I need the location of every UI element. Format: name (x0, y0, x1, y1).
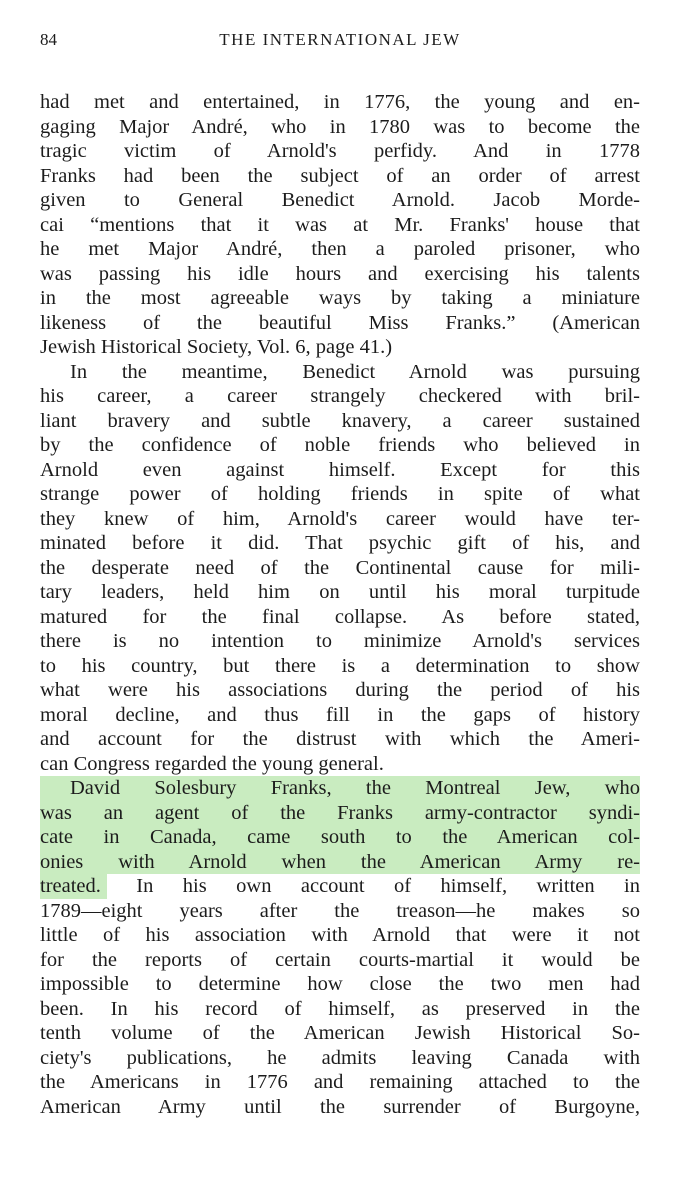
text-line: his career, a career strangely checkered with bril- (40, 385, 640, 407)
text-line: they knew of him, Arnold's career would have ter- (40, 507, 640, 530)
text-line: there is no intention to minimize Arnold's services (40, 630, 640, 652)
body-text (40, 90, 640, 1119)
text-line: minated before it did. That psychic gift of his, and (40, 532, 640, 554)
text-line: was passing his idle hours and exercising his talents (40, 262, 640, 285)
page-header (40, 30, 640, 54)
text-line: likeness of the beautiful Miss Franks.” (American (40, 311, 640, 334)
text-line: what were his associations during the period of his (40, 679, 640, 701)
paragraph-3 (40, 776, 640, 1119)
running-title: THE INTERNATIONAL JEW (219, 30, 461, 49)
text-line: liant bravery and subtle knavery, a career sustained (40, 409, 640, 432)
page-number: 84 (40, 30, 57, 49)
highlighted-text-line: cate in Canada, came south to the American col- (40, 826, 640, 848)
text-line: the desperate need of the Continental cause for mili- (40, 556, 640, 579)
text-fragment: In his own account of himself, written in (106, 875, 640, 897)
paragraph-1 (40, 90, 640, 360)
paragraph-2 (40, 360, 640, 777)
text-line: little of his association with Arnold that were it not (40, 924, 640, 946)
text-line: tenth volume of the American Jewish Historical So- (40, 1022, 640, 1044)
text-line: to his country, but there is a determination to show (40, 654, 640, 677)
text-line: matured for the final collapse. As before stated, (40, 605, 640, 628)
text-line: 1789—eight years after the treason—he makes so (40, 899, 640, 922)
text-line: the Americans in 1776 and remaining attached to the (40, 1071, 640, 1093)
text-line: given to General Benedict Arnold. Jacob Morde- (40, 189, 640, 211)
text-line: tary leaders, held him on until his moral turpitude (40, 581, 640, 603)
text-line: been. In his record of himself, as preserved in the (40, 997, 640, 1020)
text-line (40, 874, 640, 899)
highlighted-text-line: was an agent of the Franks army-contractor syndi- (40, 801, 640, 824)
text-line: strange power of holding friends in spite of what (40, 483, 640, 505)
text-line: gaging Major André, who in 1780 was to become the (40, 115, 640, 138)
text-line: can Congress regarded the young general. (40, 752, 384, 775)
text-line: Franks had been the subject of an order of arrest (40, 164, 640, 187)
text-line: impossible to determine how close the two men had (40, 973, 640, 995)
text-line: he met Major André, then a paroled prisoner, who (40, 238, 640, 260)
text-line: Jewish Historical Society, Vol. 6, page 41.) (40, 336, 393, 358)
text-line: by the confidence of noble friends who believed in (40, 434, 640, 456)
highlighted-text-line: onies with Arnold when the American Army re- (40, 850, 640, 873)
text-line: tragic victim of Arnold's perfidy. And in 1778 (40, 140, 640, 162)
highlighted-text-line: David Solesbury Franks, the Montreal Jew, who (40, 776, 640, 801)
text-line: in the most agreeable ways by taking a miniature (40, 287, 640, 309)
text-line: for the reports of certain courts-martial it would be (40, 948, 640, 971)
highlighted-text-fragment: treated. (40, 874, 107, 899)
text-line: In the meantime, Benedict Arnold was pursuing (70, 360, 640, 383)
text-line: Arnold even against himself. Except for this (40, 458, 640, 481)
text-line: moral decline, and thus fill in the gaps of history (40, 703, 640, 726)
text-line: American Army until the surrender of Burgoyne, (40, 1095, 640, 1118)
text-line: and account for the distrust with which the Ameri- (40, 728, 640, 750)
text-line: had met and entertained, in 1776, the young and en- (40, 91, 640, 113)
text-line: cai “mentions that it was at Mr. Franks' house that (40, 213, 640, 236)
text-line: ciety's publications, he admits leaving Canada with (40, 1046, 640, 1069)
